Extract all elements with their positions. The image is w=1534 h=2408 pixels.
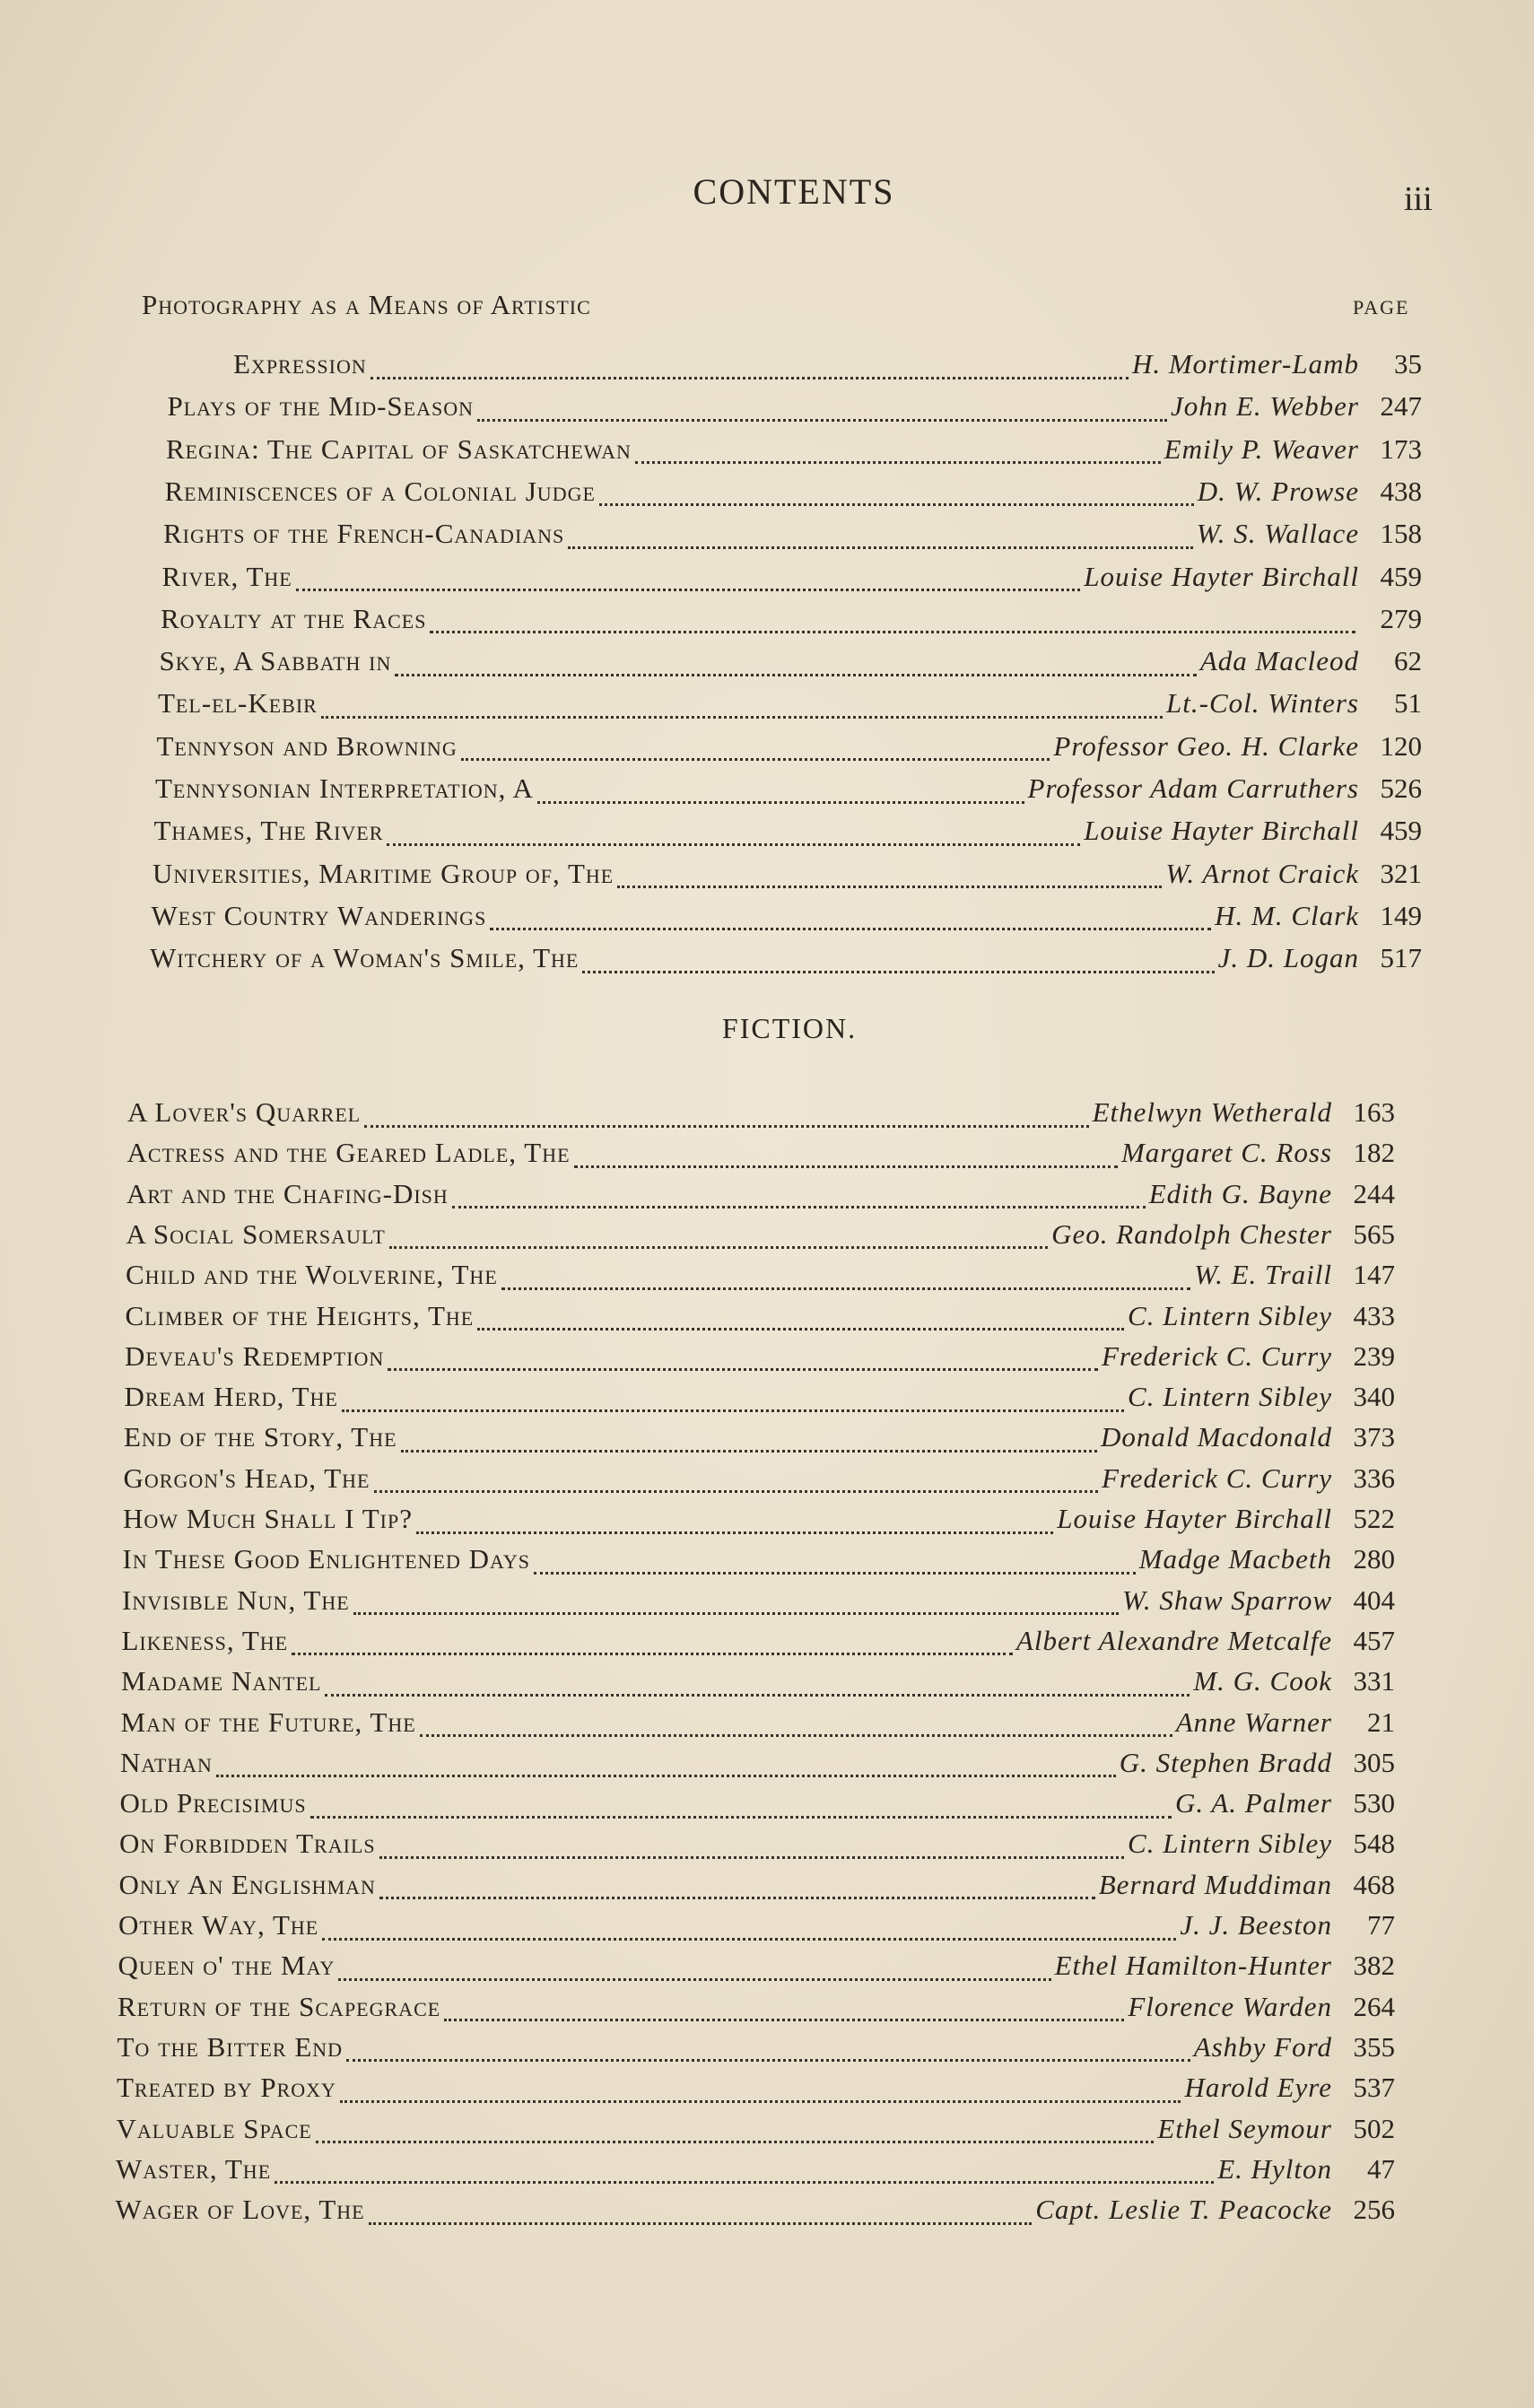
list-item (169, 348, 1422, 389)
list-item (124, 1462, 1396, 1504)
entry-title: On Forbidden Trails (119, 1828, 376, 1860)
dot-leader (379, 1897, 1095, 1899)
entry-page-number: 173 (1380, 432, 1422, 465)
entry-author: C. Lintern Sibley (1128, 1381, 1332, 1413)
entry-title: In These Good Enlightened Days (122, 1543, 530, 1575)
list-item (118, 1950, 1396, 1991)
entry-title-first-line: Photography as a Means of Artistic (142, 289, 591, 320)
entry-author: H. Mortimer-Lamb (1131, 348, 1359, 380)
list-item (126, 1300, 1396, 1341)
list-item (117, 2072, 1395, 2113)
entry-page-number: 522 (1353, 1503, 1395, 1534)
entry-author: Louise Hayter Birchall (1057, 1503, 1332, 1534)
dot-leader (369, 2222, 1033, 2225)
entry-author: Madge Macbeth (1138, 1543, 1332, 1575)
entry-author: G. Stephen Bradd (1119, 1746, 1332, 1778)
entry-title: Treated by Proxy (117, 2072, 336, 2104)
dot-leader (379, 1856, 1124, 1859)
list-item (118, 1991, 1395, 2032)
entry-title: Thames, The River (153, 815, 384, 847)
entry-author: Anne Warner (1175, 1706, 1332, 1738)
list-item (121, 1665, 1395, 1706)
list-item (120, 1747, 1395, 1788)
entry-page-number: 336 (1353, 1461, 1395, 1494)
entry-title: Tennyson and Browning (156, 729, 458, 762)
list-item (118, 1909, 1395, 1950)
entry-title: Wager of Love, The (115, 2194, 365, 2226)
entry-author: J. J. Beeston (1180, 1909, 1332, 1941)
dot-leader (342, 1409, 1124, 1412)
dot-leader (387, 843, 1080, 846)
list-item (127, 1096, 1395, 1138)
entry-page-number: 433 (1353, 1299, 1395, 1331)
entry-author: Donald Macdonald (1101, 1421, 1332, 1453)
entry-author: Capt. Leslie T. Peacocke (1035, 2194, 1332, 2226)
entry-author: Professor Adam Carruthers (1027, 772, 1359, 804)
entry-title: Rights of the French-Canadians (163, 518, 565, 550)
entry-page-number: 62 (1394, 645, 1422, 677)
entry-title: Expression (233, 348, 367, 380)
entry-author: W. S. Wallace (1196, 518, 1359, 550)
entry-page-number: 404 (1353, 1584, 1395, 1616)
list-item (117, 2113, 1396, 2154)
entry-title: Climber of the Heights, The (125, 1299, 475, 1331)
entry-author: Emily P. Weaver (1164, 432, 1359, 465)
list-item (163, 518, 1422, 559)
list-item (157, 730, 1423, 772)
dot-leader (325, 1694, 1190, 1697)
dot-leader (316, 2141, 1155, 2143)
entry-page-number: 182 (1353, 1137, 1395, 1169)
list-item (152, 900, 1423, 941)
entry-page-number: 279 (1380, 602, 1422, 634)
entry-page-number: 382 (1353, 1950, 1395, 1982)
list-item (125, 1340, 1395, 1382)
dot-leader (490, 928, 1211, 930)
entry-title: Skye, A Sabbath in (159, 645, 392, 677)
entry-title: Royalty at the Races (161, 602, 427, 634)
entry-page-number: 244 (1353, 1177, 1395, 1209)
list-item (153, 858, 1422, 899)
dot-leader (617, 886, 1162, 888)
entry-page-number: 340 (1353, 1381, 1395, 1413)
entry-title: Man of the Future, The (120, 1706, 416, 1738)
list-item (118, 2031, 1396, 2072)
entry-author: Lt.-Col. Winters (1166, 687, 1359, 720)
dot-leader (568, 546, 1193, 549)
entry-page-number: 149 (1380, 899, 1422, 931)
dot-leader (389, 1246, 1048, 1249)
entry-page-number: 256 (1353, 2194, 1395, 2226)
entry-author: Frederick C. Curry (1101, 1339, 1332, 1372)
entry-page-number: 526 (1380, 772, 1422, 804)
dot-leader (582, 971, 1214, 973)
entry-title: Queen o' the May (118, 1950, 336, 1982)
entry-title: Tel-el-Kebir (158, 687, 318, 720)
dot-leader (353, 1612, 1119, 1615)
entry-title: Regina: The Capital of Saskatchewan (166, 432, 632, 465)
list-item (126, 1178, 1395, 1219)
entry-page-number: 537 (1353, 2072, 1395, 2104)
entry-title: Art and the Chafing-Dish (126, 1177, 449, 1209)
entry-author: Louise Hayter Birchall (1084, 815, 1359, 847)
page-number: iii (1404, 180, 1433, 218)
entry-author: Florence Warden (1128, 1990, 1332, 2022)
list-item (168, 390, 1423, 432)
entry-title: A Lover's Quarrel (127, 1096, 362, 1128)
list-item (154, 815, 1423, 856)
dot-leader (346, 2059, 1190, 2062)
dot-leader (370, 377, 1129, 380)
entry-page-number: 459 (1380, 560, 1422, 592)
entry-title: Likeness, The (121, 1624, 289, 1656)
entry-title: Invisible Nun, The (122, 1584, 350, 1616)
entry-author: D. W. Prowse (1197, 475, 1359, 507)
entry-title: Deveau's Redemption (125, 1339, 385, 1372)
entry-author: Louise Hayter Birchall (1084, 560, 1359, 592)
dot-leader (296, 589, 1081, 591)
dot-leader (537, 801, 1024, 804)
entry-author: Ethel Hamilton-Hunter (1054, 1950, 1332, 1982)
list-item (155, 772, 1422, 814)
page-column-label: PAGE (1353, 296, 1410, 318)
list-item (125, 1381, 1396, 1422)
entry-page-number: 517 (1380, 942, 1422, 974)
dot-leader (635, 461, 1161, 464)
entry-page-number: 120 (1380, 729, 1422, 762)
list-item (162, 561, 1423, 602)
list-item (121, 1706, 1396, 1748)
entry-author: G. A. Palmer (1174, 1787, 1332, 1819)
dot-leader (275, 2181, 1214, 2184)
list-item (116, 2153, 1395, 2194)
dot-leader (340, 2100, 1181, 2103)
dot-leader (477, 1328, 1124, 1331)
entry-page-number: 459 (1380, 815, 1422, 847)
entry-page-number: 468 (1353, 1868, 1395, 1900)
dot-leader (321, 716, 1163, 719)
entry-title: Actress and the Geared Ladle, The (126, 1137, 571, 1169)
entry-author: H. M. Clark (1215, 899, 1359, 931)
entry-author: Ada Macleod (1199, 645, 1359, 677)
entry-title: Dream Herd, The (124, 1381, 338, 1413)
entry-author: W. Arnot Craick (1165, 857, 1359, 889)
page-title: CONTENTS (693, 171, 895, 212)
entry-page-number: 530 (1353, 1787, 1395, 1819)
entry-title: Return of the Scapegrace (118, 1990, 441, 2022)
dot-leader (388, 1368, 1098, 1371)
dot-leader (310, 1816, 1172, 1819)
dot-leader (338, 1978, 1050, 1981)
entry-author: Geo. Randolph Chester (1051, 1217, 1332, 1250)
entry-title: Old Precisimus (119, 1787, 307, 1819)
entry-title: Plays of the Mid-Season (167, 390, 474, 423)
entry-title: To the Bitter End (117, 2030, 344, 2063)
entry-author: Ethel Seymour (1157, 2112, 1332, 2144)
entry-author: W. E. Traill (1194, 1259, 1332, 1291)
entry-author: C. Lintern Sibley (1128, 1299, 1332, 1331)
entry-page-number: 321 (1380, 857, 1422, 889)
list-item (126, 1259, 1395, 1300)
entry-author: Harold Eyre (1184, 2072, 1332, 2104)
entry-title: Madame Nantel (121, 1665, 322, 1697)
entry-author: Ashby Ford (1193, 2030, 1332, 2063)
entry-page-number: 47 (1367, 2152, 1395, 2185)
entry-page-number: 355 (1353, 2030, 1395, 2063)
dot-leader (599, 503, 1194, 506)
list-item (123, 1503, 1395, 1544)
dot-leader (216, 1775, 1116, 1777)
entry-author: Bernard Muddiman (1098, 1868, 1332, 1900)
dot-leader (292, 1653, 1013, 1655)
dot-leader (501, 1287, 1190, 1290)
entry-title: End of the Story, The (124, 1421, 397, 1453)
entry-page-number: 163 (1353, 1096, 1395, 1128)
entry-title: Waster, The (116, 2152, 272, 2185)
entry-page-number: 158 (1380, 518, 1422, 550)
dot-leader (574, 1165, 1118, 1168)
dot-leader (364, 1125, 1088, 1128)
list-item (127, 1137, 1396, 1178)
entry-author: Frederick C. Curry (1101, 1461, 1332, 1494)
entry-title: Child and the Wolverine, The (126, 1259, 498, 1291)
entry-title: Reminiscences of a Colonial Judge (164, 475, 596, 507)
dot-leader (420, 1734, 1172, 1737)
entry-page-number: 51 (1394, 687, 1422, 720)
dot-leader (322, 1938, 1176, 1941)
list-item (120, 1787, 1396, 1828)
entry-title: Witchery of a Woman's Smile, The (150, 942, 580, 974)
entry-title: Gorgon's Head, The (123, 1461, 370, 1494)
entry-page-number: 247 (1380, 390, 1422, 423)
fiction-heading: FICTION. (721, 1012, 858, 1044)
entry-title: Only An Englishman (118, 1868, 376, 1900)
entry-author: W. Shaw Sparrow (1121, 1584, 1332, 1616)
entry-author: J. D. Logan (1217, 942, 1359, 974)
list-item (160, 645, 1423, 686)
entry-title: River, The (161, 560, 292, 592)
entry-author: M. G. Cook (1193, 1665, 1332, 1697)
dot-leader (401, 1450, 1097, 1453)
entry-title: West Country Wanderings (151, 899, 487, 931)
dot-leader (374, 1490, 1098, 1493)
list-item (122, 1584, 1395, 1626)
dot-leader (430, 631, 1355, 633)
dot-leader (477, 419, 1167, 422)
entry-page-number: 280 (1353, 1543, 1395, 1575)
dot-leader (452, 1206, 1146, 1208)
dot-leader (461, 758, 1050, 761)
entry-page-number: 331 (1353, 1665, 1395, 1697)
entry-page-number: 438 (1380, 475, 1422, 507)
entry-page-number: 305 (1353, 1746, 1395, 1778)
entry-author: John E. Webber (1170, 390, 1359, 423)
entry-page-number: 548 (1353, 1828, 1395, 1860)
entry-title: Tennysonian Interpretation, A (155, 772, 534, 804)
entry-page-number: 77 (1367, 1909, 1395, 1941)
entry-page-number: 239 (1353, 1339, 1395, 1372)
list-item (116, 2194, 1396, 2235)
entry-page-number: 457 (1353, 1624, 1395, 1656)
entry-page-number: 565 (1353, 1217, 1395, 1250)
entry-author: C. Lintern Sibley (1128, 1828, 1332, 1860)
entry-page-number: 502 (1353, 2112, 1395, 2144)
entry-title: How Much Shall I Tip? (123, 1503, 413, 1534)
entry-page-number: 264 (1353, 1990, 1395, 2022)
list-item (150, 942, 1422, 983)
list-item (119, 1828, 1395, 1869)
entry-title: Nathan (120, 1746, 213, 1778)
list-item (124, 1421, 1395, 1462)
list-item (165, 475, 1423, 517)
entry-page-number: 35 (1394, 348, 1422, 380)
entry-author: Edith G. Bayne (1148, 1177, 1332, 1209)
list-item (158, 687, 1422, 729)
entry-author: E. Hylton (1217, 2152, 1332, 2185)
entry-title: A Social Somersault (126, 1217, 386, 1250)
entry-title: Valuable Space (116, 2112, 312, 2144)
dot-leader (416, 1531, 1053, 1534)
entry-page-number: 147 (1353, 1259, 1395, 1291)
dot-leader (444, 2019, 1124, 2021)
entry-author: Margaret C. Ross (1120, 1137, 1332, 1169)
list-item (123, 1543, 1396, 1584)
entry-title: Universities, Maritime Group of, The (153, 857, 614, 889)
list-item (161, 603, 1422, 644)
entry-author: Albert Alexandre Metcalfe (1015, 1624, 1332, 1656)
entry-title: Other Way, The (118, 1909, 319, 1941)
entry-page-number: 21 (1367, 1706, 1395, 1738)
list-item (126, 1218, 1396, 1260)
list-item (119, 1869, 1396, 1910)
dot-leader (534, 1572, 1136, 1575)
dot-leader (395, 674, 1196, 676)
entry-author: Ethelwyn Wetherald (1092, 1096, 1332, 1128)
list-item (166, 433, 1422, 475)
entry-page-number: 373 (1353, 1421, 1395, 1453)
list-item (122, 1625, 1396, 1666)
entry-author: Professor Geo. H. Clarke (1053, 729, 1359, 762)
